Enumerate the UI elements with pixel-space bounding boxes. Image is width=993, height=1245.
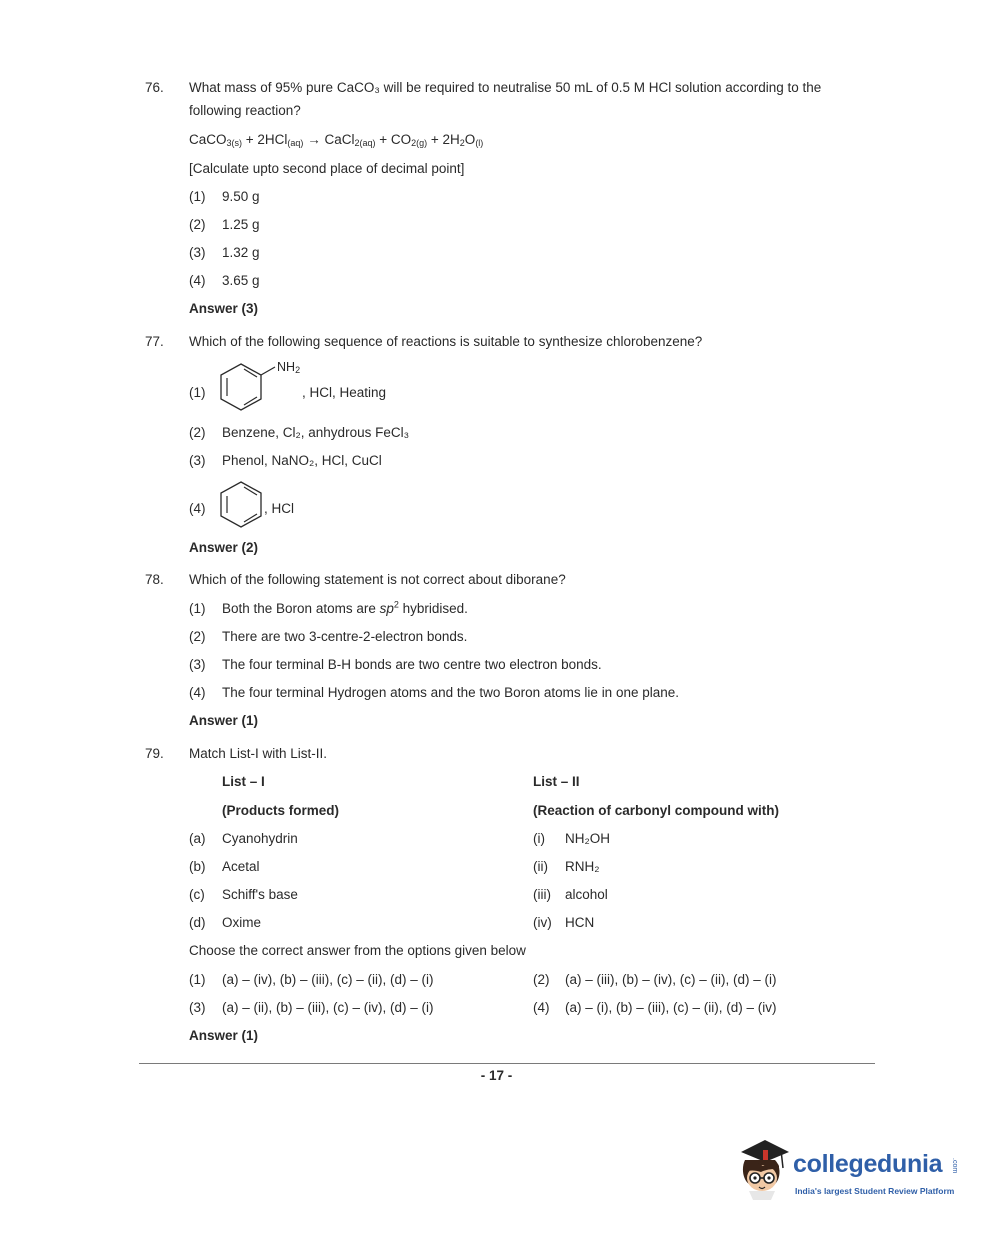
collegedunia-mascot-icon: [735, 1138, 793, 1204]
option-text: , HCl: [264, 501, 294, 516]
option-number: (3): [189, 245, 206, 260]
option-number: (4): [533, 1000, 550, 1015]
question-78-stem: Which of the following statement is not correct about diborane?: [189, 572, 566, 587]
option-text: (a) – (iii), (b) – (iv), (c) – (ii), (d) – (i): [565, 972, 777, 987]
option-number: (1): [189, 601, 206, 616]
option-number: (1): [189, 972, 206, 987]
option-text: Both the Boron atoms are $sp^2$ hybridised.: [222, 599, 468, 616]
option-number: (2): [189, 217, 206, 232]
benzene-structure-icon: [218, 479, 268, 531]
question-79-answer: Answer (1): [189, 1028, 259, 1043]
question-76-equation: CaCO$_{3(s)}$ + 2HCl$_{(aq)}$ → CaCl$_{2(aq)}$ + $CO_{2(g)} + 2H_2O_{(l)}$: [189, 132, 484, 148]
question-76-line-2: following reaction?: [189, 103, 301, 118]
question-78-answer: Answer (1): [189, 713, 259, 728]
brand-name: collegedunia: [793, 1150, 943, 1178]
list-1-title: List – I: [222, 774, 265, 789]
list-1-label: (b): [189, 859, 206, 874]
nh2-group-label: $NH_2$: [277, 360, 301, 375]
option-number: (2): [533, 972, 550, 987]
question-76-answer: Answer (3): [189, 301, 259, 316]
question-76-note: [Calculate upto second place of decimal point]: [189, 161, 465, 176]
list-2-item: NH₂OH: [565, 831, 610, 846]
question-76-number: 76.: [145, 80, 164, 95]
list-2-label: (ii): [533, 859, 548, 874]
question-77-number: 77.: [145, 334, 164, 349]
list-2-label: (i): [533, 831, 545, 846]
option-text: (a) – (iv), (b) – (iii), (c) – (ii), (d) – (i): [222, 972, 434, 987]
list-1-item: Schiff's base: [222, 887, 298, 902]
question-78-number: 78.: [145, 572, 164, 587]
list-1-item: Acetal: [222, 859, 260, 874]
list-1-item: Cyanohydrin: [222, 831, 298, 846]
list-1-subtitle: (Products formed): [222, 803, 340, 818]
option-text: There are two 3-centre-2-electron bonds.: [222, 629, 468, 644]
option-number: (3): [189, 453, 206, 468]
option-text: 1.32 g: [222, 245, 260, 260]
option-text: Benzene, Cl₂, anhydrous FeCl₃: [222, 425, 410, 440]
option-text: 3.65 g: [222, 273, 260, 288]
option-text: (a) – (i), (b) – (iii), (c) – (ii), (d) – (iv): [565, 1000, 777, 1015]
list-2-item: RNH₂: [565, 859, 600, 874]
list-2-label: (iii): [533, 887, 551, 902]
option-text: Phenol, NaNO₂, HCl, CuCl: [222, 453, 382, 468]
option-text: (a) – (ii), (b) – (iii), (c) – (iv), (d) – (i): [222, 1000, 434, 1015]
question-79-instruction: Choose the correct answer from the options given below: [189, 943, 526, 958]
option-text: , HCl, Heating: [302, 385, 387, 400]
option-text: 9.50 g: [222, 189, 260, 204]
list-1-label: (d): [189, 915, 206, 930]
brand-domain-suffix: .com: [951, 1158, 958, 1174]
brand-tagline: India's largest Student Review Platform: [795, 1186, 955, 1196]
option-number: (4): [189, 501, 206, 516]
list-1-item: Oxime: [222, 915, 262, 930]
list-2-item: HCN: [565, 915, 595, 930]
option-number: (3): [189, 657, 206, 672]
list-2-label: (iv): [533, 915, 552, 930]
question-79-stem: Match List-I with List-II.: [189, 746, 328, 761]
option-number: (2): [189, 629, 206, 644]
option-number: (4): [189, 685, 206, 700]
question-76-line-1: What mass of 95% pure CaCO₃ will be required to neutralise 50 mL of 0.5 M HCl solution according to the: [189, 80, 822, 95]
list-1-label: (a): [189, 831, 206, 846]
list-2-subtitle: (Reaction of carbonyl compound with): [533, 803, 779, 818]
option-number: (4): [189, 273, 206, 288]
list-2-title: List – II: [533, 774, 580, 789]
option-number: (1): [189, 189, 206, 204]
page-number: - 17 -: [480, 1068, 513, 1083]
aniline-structure-icon: [215, 356, 285, 418]
question-77-stem: Which of the following sequence of reactions is suitable to synthesize chlorobenzene?: [189, 334, 703, 349]
option-number: (2): [189, 425, 206, 440]
footer-divider: [139, 1063, 875, 1064]
option-number: (3): [189, 1000, 206, 1015]
list-1-label: (c): [189, 887, 205, 902]
option-text: 1.25 g: [222, 217, 260, 232]
option-number: (1): [189, 385, 206, 400]
question-79-number: 79.: [145, 746, 164, 761]
question-77-answer: Answer (2): [189, 540, 259, 555]
list-2-item: alcohol: [565, 887, 608, 902]
option-text: The four terminal B-H bonds are two centre two electron bonds.: [222, 657, 602, 672]
option-text: The four terminal Hydrogen atoms and the two Boron atoms lie in one plane.: [222, 685, 680, 700]
